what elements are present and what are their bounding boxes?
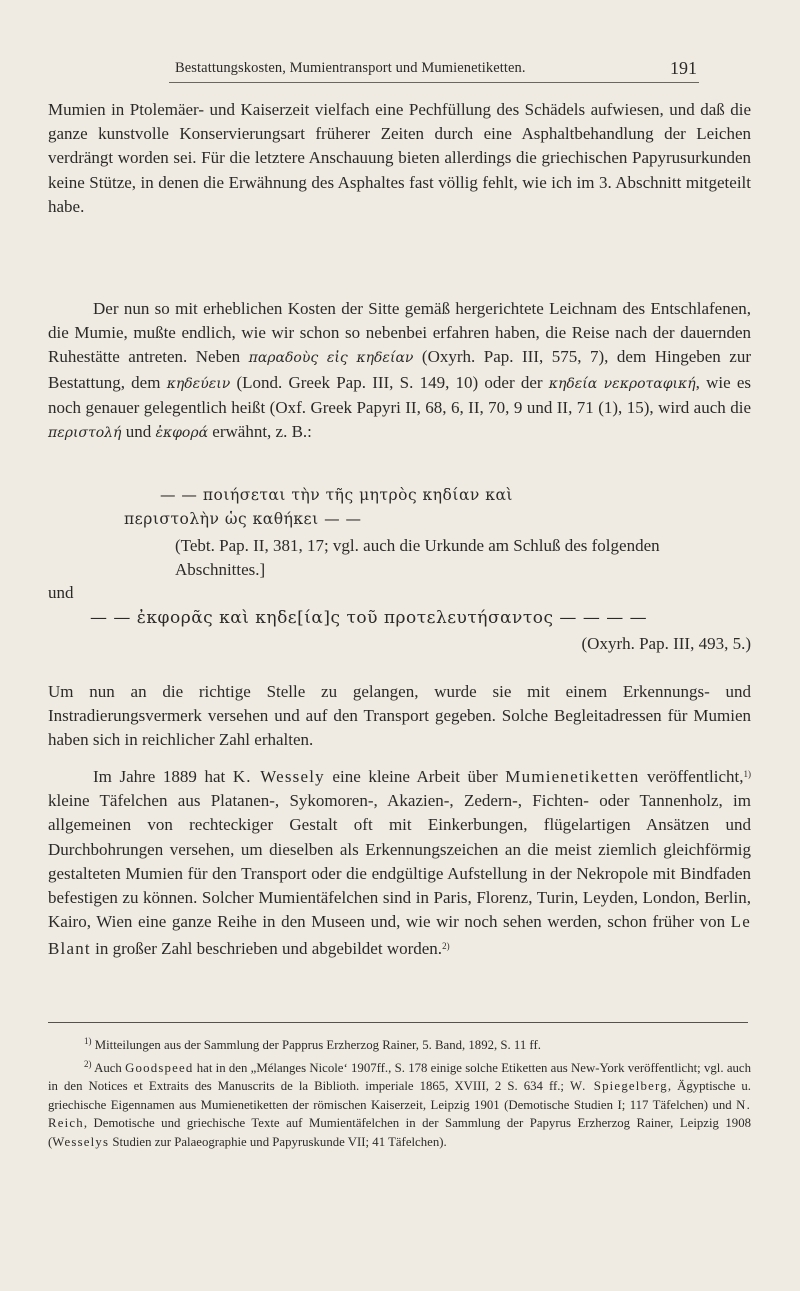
footnote-2-mark: 2) <box>84 1058 92 1069</box>
running-head: Bestattungskosten, Mumientransport und Mumienetiketten. <box>175 60 526 76</box>
footnote-2-part-5: Studien zur Palaeographie und Papyruskunde VII; 41 Täfelchen). <box>109 1134 447 1149</box>
page-header <box>175 60 697 82</box>
author-name: N. Reich <box>48 1097 751 1131</box>
page-number: 191 <box>670 58 697 78</box>
header-rule <box>169 82 699 83</box>
footnote-ref-2[interactable]: 2) <box>442 941 450 952</box>
paragraph-4-part-5: in großer Zahl beschrieben und abgebildet worden. <box>90 939 443 959</box>
paragraph-1-text: Mumien in Ptolemäer- und Kaiserzeit vielfach eine Pechfüllung des Schädels aufwiesen, und daß die ganze kunstvolle Konservierungsart früherer Zeiten durch eine Asphaltbehandlung der Leichen verdrängt worden sei. Für die letztere Anschauung bieten allerdings die griechischen Papyrusurkunden keine Stütze, in denen die Erwähnung des Asphaltes fast völlig fehlt, wie ich im 3. Abschnitt mitgeteilt habe. <box>48 100 751 216</box>
greek-quotation-1 <box>124 483 680 531</box>
quotation-1-line-2: περιστολὴν ὡς καθήκει — — <box>124 510 362 529</box>
footnote-rule <box>48 1022 748 1023</box>
greek-term: ἐκφορά <box>155 425 209 442</box>
footnote-1-text: Mitteilungen aus der Sammlung der Papprus Erzherzog Rainer, 5. Band, 1892, S. 11 ff. <box>91 1038 541 1052</box>
author-name: Goodspeed <box>125 1060 194 1075</box>
paragraph-2-text <box>48 297 751 445</box>
greek-term: κηδεύειν <box>166 375 231 392</box>
footnotes <box>48 1032 751 1152</box>
paragraph-2-part-5: und <box>121 422 156 442</box>
conjunction-und: und <box>48 583 74 602</box>
greek-quotation-2: — — ἐκφορᾶς καὶ κηδε[ία]ς τοῦ προτελευτήσαντος — — — — <box>90 608 648 628</box>
footnote-2-part-1: Auch <box>91 1060 126 1075</box>
footnote-1-mark: 1) <box>84 1036 92 1046</box>
footnote-ref-1[interactable]: 1) <box>743 769 751 779</box>
paragraph-1 <box>48 98 751 219</box>
author-name: Le Blant <box>48 912 751 959</box>
paragraph-2-part-4: , wie es noch genauer gelegentlich heißt (Oxf. Greek Papyri II, 68, 6, II, 70, 9 und II, 71 (1), 15), wird auch die <box>48 372 752 417</box>
footnote-1 <box>48 1032 751 1055</box>
paragraph-4-text <box>48 762 751 962</box>
author-name: K. Wessely <box>232 767 325 786</box>
paragraph-2-part-1: Der nun so mit erheblichen Kosten der Sitte gemäß hergerichtete Leichnam des Entschlafenen, die Mumie, mußte endlich, wie wir schon so nebenbei erfahren haben, die Reise nach der dauernden Ruhestätte antreten. Neben <box>48 299 751 367</box>
quotation-1-line-1: — — ποιήσεται τὴν τῆς μητρὸς κηδίαν καὶ <box>160 486 513 504</box>
greek-term: παραδοὺς εἰς κηδείαν <box>248 350 414 367</box>
paragraph-2-part-2: (Oxyrh. Pap. III, 575, 7), dem Hingeben zur Bestattung, dem <box>48 347 751 392</box>
paragraph-3 <box>48 680 751 753</box>
paragraph-4-part-3: veröffentlicht, <box>639 767 744 786</box>
paragraph-4-part-4: kleine Täfelchen aus Platanen-, Sykomoren-, Akazien-, Zedern-, Fichten- oder Tannenholz, im allgemeinen von rechteckiger Gestalt oft mit Einkerbungen, flügelartigen Ansätzen und Durchbohrungen versehen, um dieselben als Erkennungszeichen an die meist ziemlich gleichförmig gestalteten Mumien für den Transport oder die endgültige Aufstellung in der Nekropole mit Bindfaden befestigen zu können. Solcher Mumientäfelchen sind in Paris, Florenz, Turin, Leyden, London, Berlin, Kairo, Wien eine ganze Reihe in den Museen und, wie wir noch sehen werden, schon früher von <box>48 791 751 932</box>
paragraph-3-text: Um nun an die richtige Stelle zu gelangen, wurde sie mit einem Erkennungs- und Instradierungsvermerk versehen und auf den Transport gegeben. Solche Begleitadressen für Mumien haben sich in reichlicher Zahl erhalten. <box>48 682 751 750</box>
paragraph-4-part-1: Im Jahre 1889 hat <box>93 767 233 786</box>
paragraph-2-part-6: erwähnt, z. B.: <box>208 422 312 442</box>
work-title: Mumienetiketten <box>505 767 640 786</box>
greek-term: κηδεία νεκροταφική <box>548 375 696 392</box>
quotation-1-source: (Tebt. Pap. II, 381, 17; vgl. auch die Urkunde am Schluß des folgenden Abschnittes.] <box>175 536 660 580</box>
footnote-2-part-4: , Demotische und griechische Texte auf Mumientäfelchen in der Sammlung der Papyrus Erzherzog Rainer, Leipzig 1908 ( <box>48 1116 751 1149</box>
paragraph-4 <box>48 762 751 962</box>
footnote-2-part-3: , Ägyptische u. griechische Eigennamen aus Mumienetiketten der römischen Kaiserzeit, Leipzig 1901 (Demotische Studien I; 117 Täfelchen) und <box>48 1079 752 1112</box>
paragraph-2 <box>48 297 751 445</box>
author-name: W. Spiegelberg <box>570 1079 668 1094</box>
footnote-2 <box>48 1055 751 1152</box>
paragraph-4-part-2: eine kleine Arbeit über <box>324 767 506 786</box>
paragraph-2-part-3: (Lond. Greek Pap. III, S. 149, 10) oder der <box>230 372 549 392</box>
greek-term: περιστολή <box>48 425 122 442</box>
author-name: Wesselys <box>52 1134 110 1149</box>
quotation-2-source: (Oxyrh. Pap. III, 493, 5.) <box>581 634 751 653</box>
footnote-2-part-2: hat in den „Mélanges Nicole‘ 1907ff., S. 178 einige solche Etiketten aus New-York veröffentlicht; vgl. auch in den Notices et Extraits des Manuscrits de la Biblioth. imperiale 1865, XVIII, 2 S. 634 ff.; <box>48 1060 751 1094</box>
